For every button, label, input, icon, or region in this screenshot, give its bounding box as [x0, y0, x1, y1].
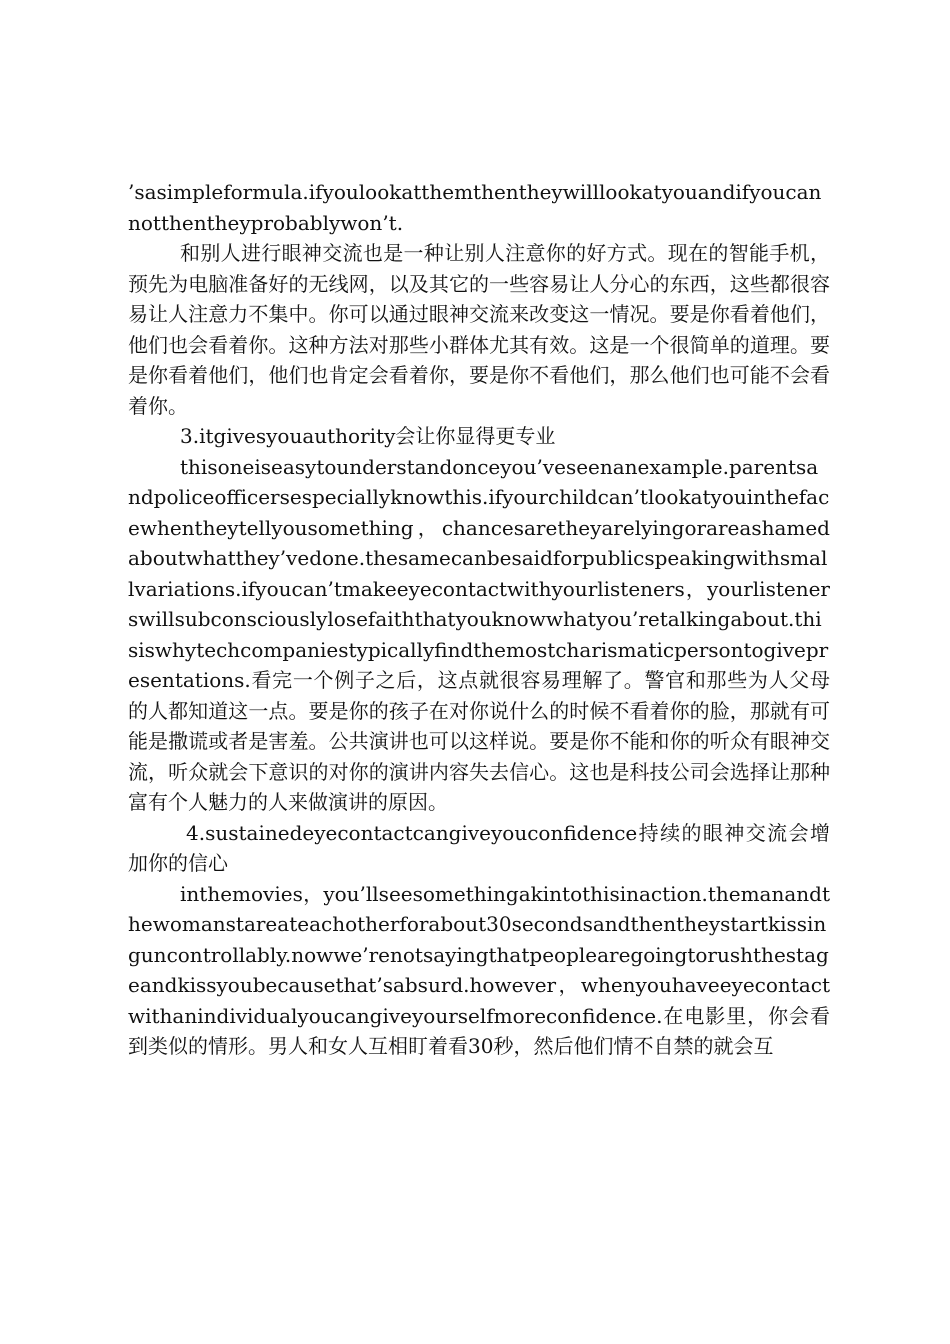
paragraph-eye-contact-attention: 和别人进行眼神交流也是一种让别人注意你的好方式。现在的智能手机，预先为电脑准备好的无线网，以及其它的一些容易让人分心的东西，这些都很容易让人注意力不集中。你可以通过眼神交流来改变这一情况。要是你看着他们，他们也会看着你。这种方法对那些小群体尤其有效。这是一个很简单的道理。要是你看着他们，他们也肯定会看着你，要是你不看他们，那么他们也可能不会看着你。 — [128, 241, 830, 418]
section-heading-confidence: 4.sustainedeyecontactcangiveyouconfidence持续的眼神交流会增加你的信心 — [128, 820, 830, 875]
paragraph-authority: thisoneiseasytounderstandonceyou’veseenanexample.parentsandpoliceofficersespeciallyknowthis.ifyourchildcan’tlookatyouinthefacewhentheytellyousomething，chancesaretheyarelyingorareashamedaboutwhatthey’vedone.thesamecanbesaidforpublicspeakingwithsmallvariations.ifyoucan’tmakeeyecontactwithyourlisteners，yourlistenerswillsubconsciouslylosefaiththatyouknowwhatyou’retalkingabout.thisiswhytechcompaniestypicallyfindthemostcharismaticpersontogivepresentations.看完一个例子之后，这点就很容易理解了。警官和那些为人父母的人都知道这一点。要是你的孩子在对你说什么的时候不看着你的脸，那就有可能是撒谎或者是害羞。公共演讲也可以这样说。要是你不能和你的听众有眼神交流，听众就会下意识的对你的演讲内容失去信心。这也是科技公司会选择让那种富有个人魅力的人来做演讲的原因。 — [128, 454, 830, 814]
section-heading-authority: 3.itgivesyouauthority会让你显得更专业 — [180, 424, 556, 448]
paragraph-confidence: inthemovies，you’llseesomethingakintothisinaction.themanandthewomanstareateachotherforabout30secondsandthentheystartkissinguncontrollably.nowwe’renotsayingthatpeoplearegoingtorushthestageandkissyoubecausethat’sabsurd.however，whenyouhaveeyecontactwithanindividualyoucangiveyourselfmoreconfidence.在电影里，你会看到类似的情形。男人和女人互相盯着看30秒，然后他们情不自禁的就会互 — [128, 881, 830, 1058]
paragraph-formula-continuation: ’sasimpleformula.ifyoulookatthemthentheywilllookatyouandifyoucannotthentheyprobablywon’t. — [128, 180, 822, 235]
document-body — [128, 177, 830, 1062]
